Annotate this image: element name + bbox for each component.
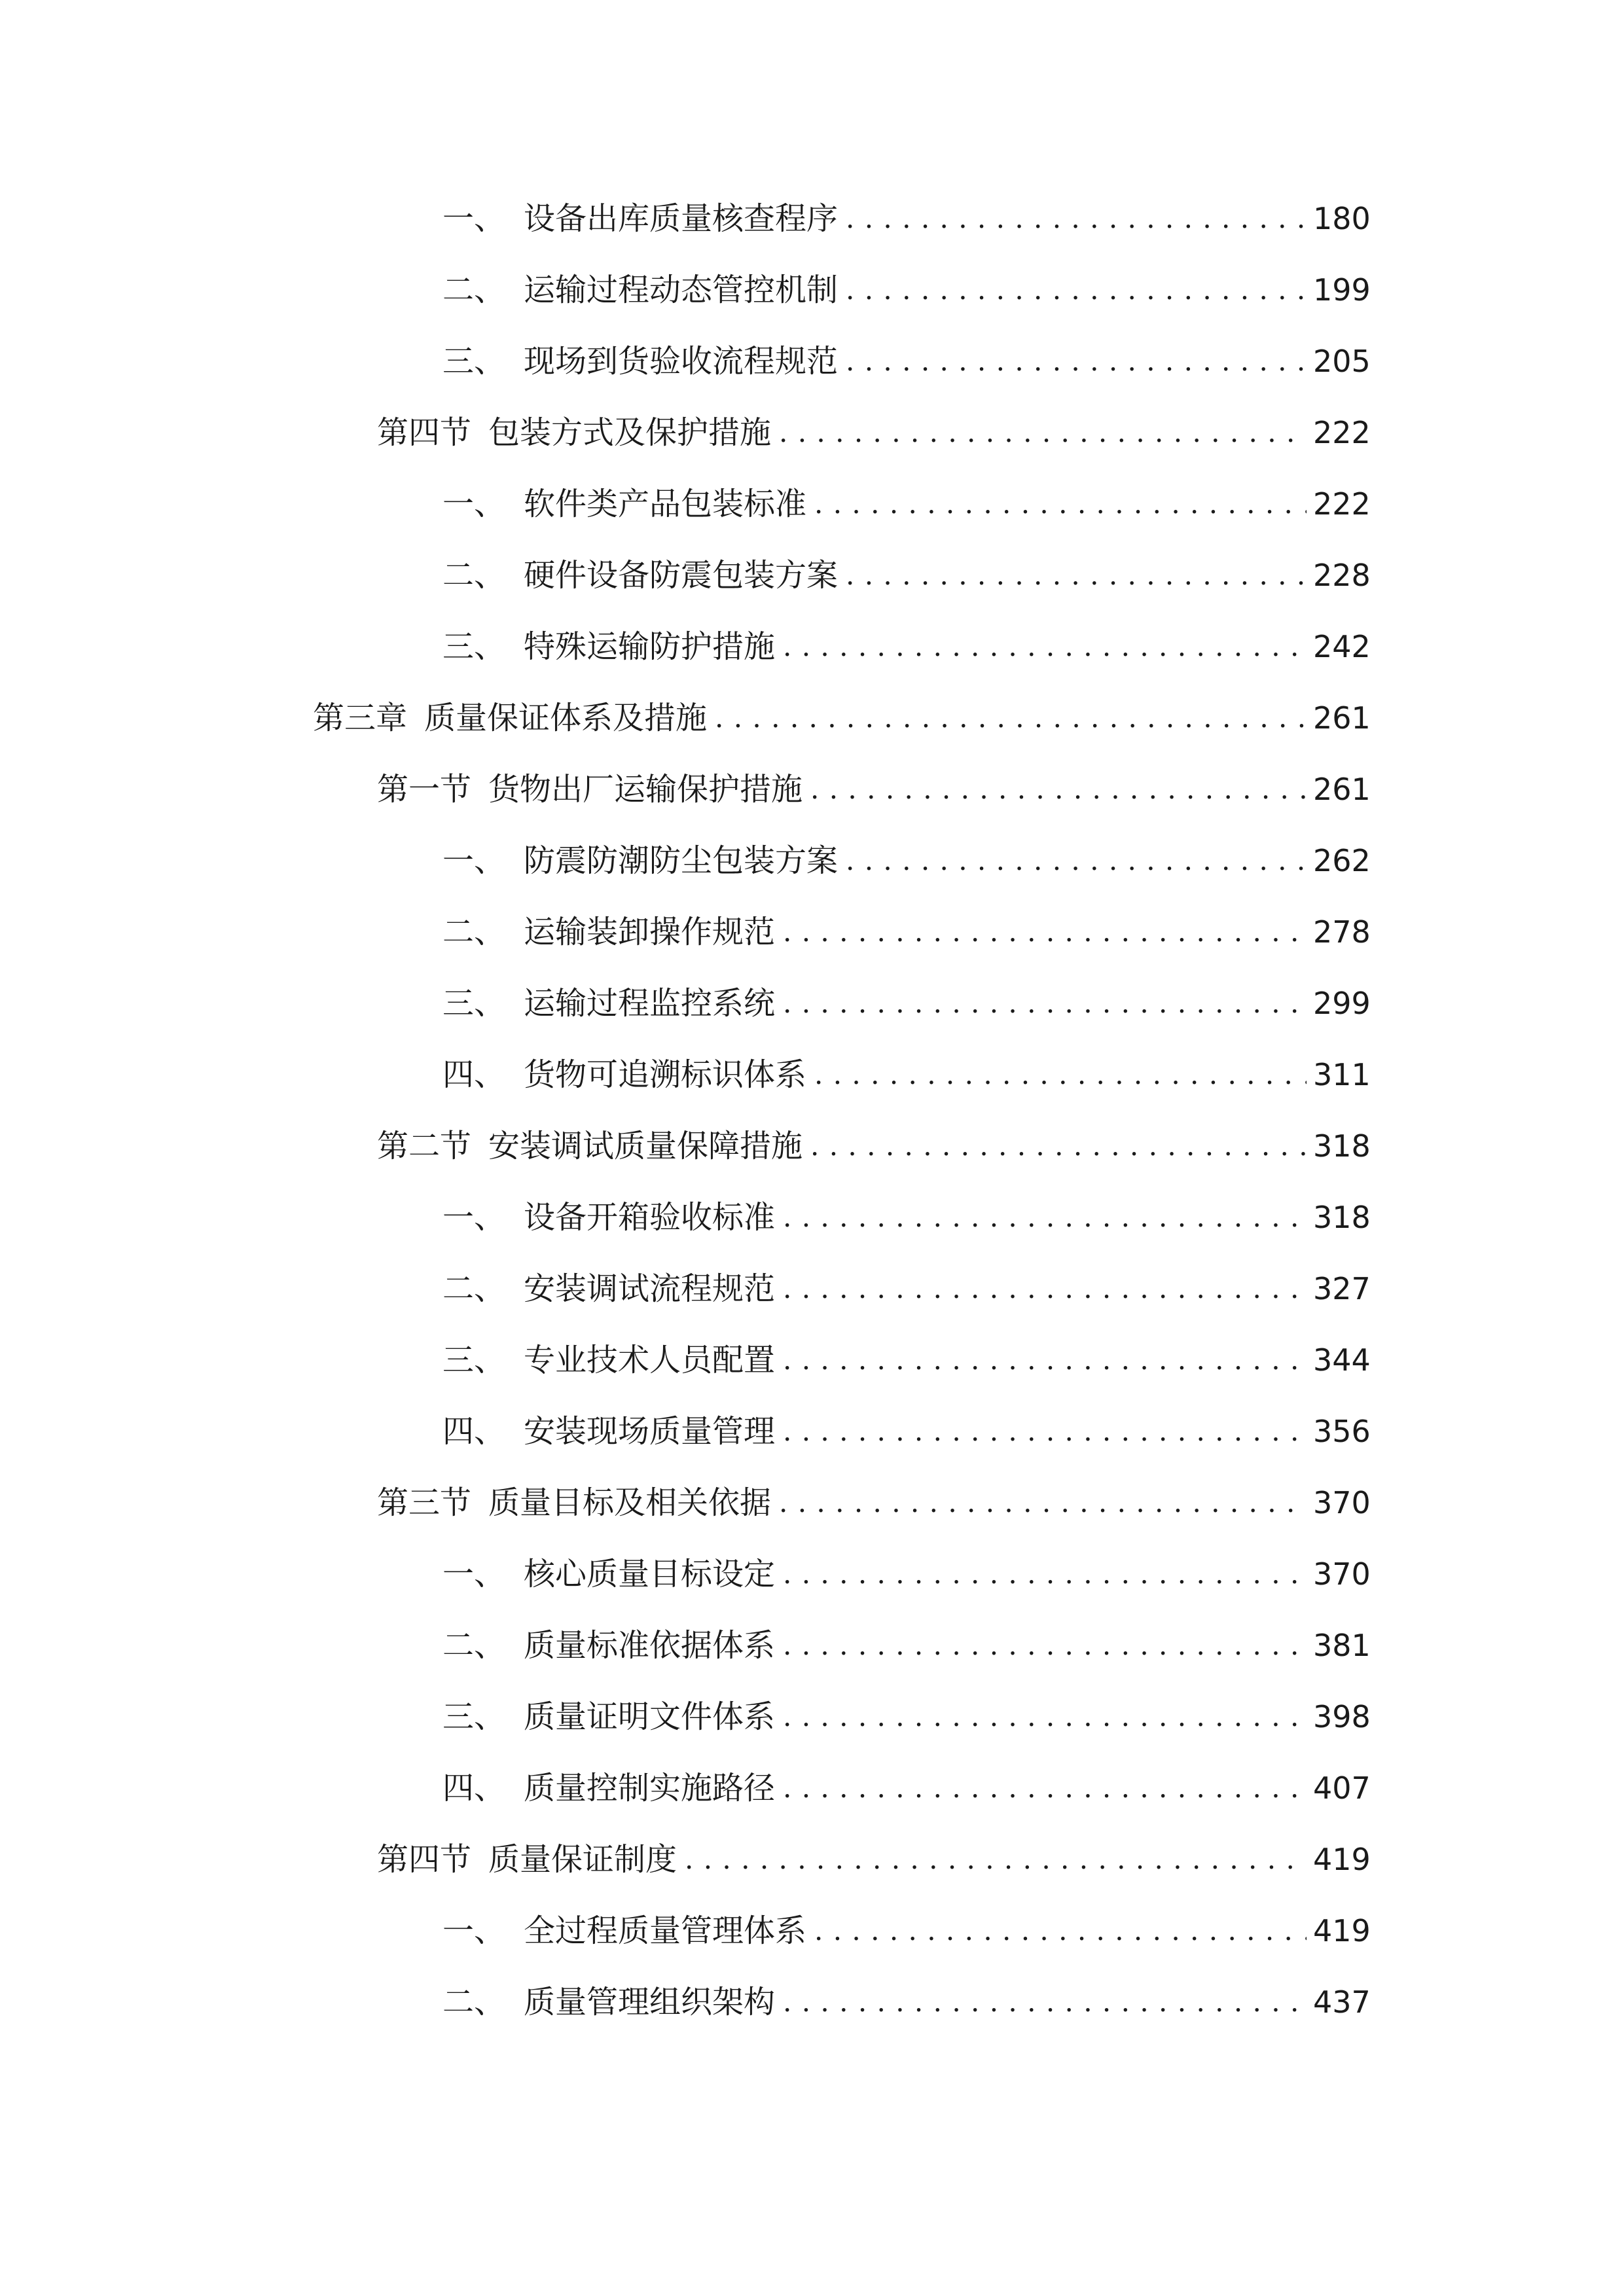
- toc-entry[interactable]: [377, 763, 1371, 816]
- dot-leader: [783, 1762, 1307, 1814]
- toc-entry-page: 222: [1313, 415, 1371, 450]
- dot-leader: [783, 1548, 1307, 1600]
- toc-entry-marker: 三、: [442, 628, 506, 665]
- toc-entry[interactable]: [442, 1263, 1371, 1315]
- dot-leader: [779, 406, 1307, 459]
- toc-entry[interactable]: [442, 1905, 1371, 1957]
- toc-entry[interactable]: [377, 406, 1371, 459]
- toc-entry-title: 安装现场质量管理: [524, 1413, 776, 1450]
- toc-entry-page: 228: [1313, 558, 1371, 593]
- toc-entry-title: 质量保证制度: [488, 1841, 677, 1878]
- toc-entry-title: 运输过程监控系统: [524, 985, 776, 1022]
- toc-entry-marker: 三、: [442, 985, 506, 1022]
- toc-entry-title: 质量保证体系及措施: [424, 700, 708, 736]
- toc-entry-page: 407: [1313, 1770, 1371, 1806]
- toc-entry[interactable]: [442, 335, 1371, 387]
- toc-entry-page: 199: [1313, 272, 1371, 308]
- dot-leader: [846, 549, 1307, 601]
- toc-entry-marker: 四、: [442, 1413, 506, 1450]
- toc-entry-title: 防震防潮防尘包装方案: [524, 842, 839, 879]
- toc-entry[interactable]: [377, 1120, 1371, 1172]
- dot-leader: [783, 977, 1307, 1030]
- toc-entry-page: 205: [1313, 344, 1371, 379]
- toc-entry-title: 安装调试流程规范: [524, 1270, 776, 1307]
- toc-entry[interactable]: [442, 1548, 1371, 1600]
- toc-entry-page: 278: [1313, 914, 1371, 950]
- toc-entry-marker: 二、: [442, 272, 506, 308]
- toc-entry-marker: 二、: [442, 1627, 506, 1664]
- toc-entry-marker: 第一节: [377, 771, 472, 808]
- toc-entry[interactable]: [377, 1833, 1371, 1886]
- dot-leader: [685, 1833, 1307, 1886]
- toc-entry-marker: 第四节: [377, 1841, 472, 1878]
- toc-entry-title: 专业技术人员配置: [524, 1342, 776, 1378]
- toc-entry-marker: 一、: [442, 200, 506, 237]
- dot-leader: [814, 1905, 1307, 1957]
- toc-entry-title: 硬件设备防震包装方案: [524, 557, 839, 594]
- toc-entry-page: 344: [1313, 1342, 1371, 1378]
- toc-entry-title: 质量管理组织架构: [524, 1984, 776, 2020]
- toc-entry[interactable]: [442, 264, 1371, 316]
- toc-entry-page: 327: [1313, 1271, 1371, 1306]
- toc-entry-page: 370: [1313, 1556, 1371, 1592]
- toc-entry-title: 质量证明文件体系: [524, 1698, 776, 1735]
- toc-entry-title: 现场到货验收流程规范: [524, 343, 839, 380]
- toc-entry-marker: 第二节: [377, 1128, 472, 1164]
- toc-entry-marker: 二、: [442, 914, 506, 950]
- dot-leader: [783, 906, 1307, 958]
- dot-leader: [715, 692, 1307, 744]
- toc-entry[interactable]: [442, 192, 1371, 245]
- toc-entry-title: 核心质量目标设定: [524, 1556, 776, 1592]
- toc-entry[interactable]: [442, 549, 1371, 601]
- toc-entry[interactable]: [442, 1405, 1371, 1458]
- toc-entry[interactable]: [442, 1691, 1371, 1743]
- toc-entry[interactable]: [442, 1334, 1371, 1386]
- toc-entry-page: 261: [1313, 700, 1371, 736]
- toc-entry[interactable]: [377, 1477, 1371, 1529]
- toc-entry-page: 381: [1313, 1628, 1371, 1663]
- toc-entry-marker: 三、: [442, 1342, 506, 1378]
- toc-entry-marker: 四、: [442, 1770, 506, 1806]
- toc-entry-title: 质量标准依据体系: [524, 1627, 776, 1664]
- toc-entry[interactable]: [442, 977, 1371, 1030]
- toc-entry-marker: 第四节: [377, 414, 472, 451]
- dot-leader: [846, 335, 1307, 387]
- dot-leader: [846, 834, 1307, 887]
- dot-leader: [783, 620, 1307, 673]
- dot-leader: [783, 1691, 1307, 1743]
- toc-entry-title: 特殊运输防护措施: [524, 628, 776, 665]
- toc-entry-marker: 一、: [442, 1556, 506, 1592]
- toc-entry-page: 222: [1313, 486, 1371, 522]
- toc-entry-page: 419: [1313, 1842, 1371, 1877]
- dot-leader: [846, 264, 1307, 316]
- toc-entry-page: 419: [1313, 1913, 1371, 1948]
- toc-entry-page: 318: [1313, 1200, 1371, 1235]
- toc-entry-title: 质量目标及相关依据: [488, 1484, 772, 1521]
- toc-entry-title: 质量控制实施路径: [524, 1770, 776, 1806]
- dot-leader: [810, 1120, 1307, 1172]
- toc-entry-title: 货物出厂运输保护措施: [488, 771, 803, 808]
- toc-entry-page: 318: [1313, 1128, 1371, 1164]
- toc-entry-title: 货物可追溯标识体系: [524, 1056, 807, 1093]
- toc-entry-title: 全过程质量管理体系: [524, 1912, 807, 1949]
- toc-entry-title: 软件类产品包装标准: [524, 486, 807, 522]
- toc-entry-title: 设备出库质量核查程序: [524, 200, 839, 237]
- dot-leader: [814, 478, 1307, 530]
- dot-leader: [783, 1405, 1307, 1458]
- toc-entry[interactable]: [442, 906, 1371, 958]
- toc-entry-title: 包装方式及保护措施: [488, 414, 772, 451]
- toc-entry-page: 398: [1313, 1699, 1371, 1734]
- toc-entry-marker: 二、: [442, 557, 506, 594]
- toc-entry-marker: 一、: [442, 1912, 506, 1949]
- toc-entry-page: 261: [1313, 772, 1371, 807]
- toc-entry[interactable]: [442, 1619, 1371, 1672]
- toc-entry-marker: 一、: [442, 1199, 506, 1236]
- toc-entry[interactable]: [442, 1762, 1371, 1814]
- toc-entry-marker: 一、: [442, 486, 506, 522]
- toc-entry-page: 262: [1313, 843, 1371, 878]
- toc-entry-title: 安装调试质量保障措施: [488, 1128, 803, 1164]
- toc-entry-marker: 第三节: [377, 1484, 472, 1521]
- toc-entry-title: 运输过程动态管控机制: [524, 272, 839, 308]
- toc-entry[interactable]: [442, 1191, 1371, 1244]
- toc-entry[interactable]: [442, 1049, 1371, 1101]
- toc-entry-marker: 一、: [442, 842, 506, 879]
- toc-entry-page: 242: [1313, 629, 1371, 664]
- toc-entry-page: 299: [1313, 986, 1371, 1021]
- toc-entry-page: 180: [1313, 201, 1371, 236]
- toc-entry[interactable]: [442, 478, 1371, 530]
- toc-entry[interactable]: [313, 692, 1371, 744]
- toc-entry[interactable]: [442, 1976, 1371, 2028]
- toc-entry[interactable]: [442, 834, 1371, 887]
- dot-leader: [783, 1619, 1307, 1672]
- toc-entry-marker: 三、: [442, 1698, 506, 1735]
- toc-entry-title: 设备开箱验收标准: [524, 1199, 776, 1236]
- dot-leader: [783, 1334, 1307, 1386]
- toc-entry[interactable]: [442, 620, 1371, 673]
- toc-entry-page: 437: [1313, 1984, 1371, 2020]
- dot-leader: [779, 1477, 1307, 1529]
- toc-entry-title: 运输装卸操作规范: [524, 914, 776, 950]
- dot-leader: [783, 1976, 1307, 2028]
- toc-entry-marker: 四、: [442, 1056, 506, 1093]
- toc-entry-marker: 二、: [442, 1270, 506, 1307]
- toc-entry-page: 311: [1313, 1057, 1371, 1092]
- toc-entry-page: 356: [1313, 1414, 1371, 1449]
- toc-entry-marker: 第三章: [313, 700, 408, 736]
- toc-entry-marker: 二、: [442, 1984, 506, 2020]
- dot-leader: [846, 192, 1307, 245]
- dot-leader: [814, 1049, 1307, 1101]
- toc-entry-marker: 三、: [442, 343, 506, 380]
- toc-entry-page: 370: [1313, 1485, 1371, 1520]
- dot-leader: [783, 1263, 1307, 1315]
- dot-leader: [810, 763, 1307, 816]
- dot-leader: [783, 1191, 1307, 1244]
